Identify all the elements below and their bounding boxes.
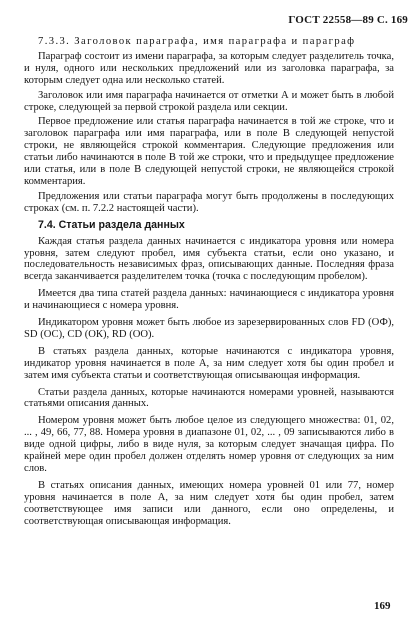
paragraph: Каждая статья раздела данных начинается с индикатора уровня или номера уровня, затем следуют пробел, имя субъекта статьи, если оно указано, и последовательность независимых фраз, описывающих данные. Последняя фраза всегда заканчивается разделителем точка (точка с последующим пробелом). (24, 235, 394, 283)
paragraph: В статьях раздела данных, которые начинаются с индикатора уровня, индикатор уровня начинается в поле А, за ним следует хотя бы один пробел и затем имя субъекта статьи и соответствующая описывающая информация. (24, 345, 394, 381)
paragraph: В статьях описания данных, имеющих номера уровней 01 или 77, номер уровня начинается в поле А, за ним следует хотя бы один пробел, затем соответствующее имя записи или данного, если оно определены, и соответствующая описывающая информация. (24, 479, 394, 527)
paragraph: Заголовок или имя параграфа начинается от отметки А и может быть в любой строке, следующей за первой строкой раздела или секции. (24, 89, 394, 113)
paragraph: Индикатором уровня может быть любое из зарезервированных слов FD (ОФ), SD (ОС), CD (ОК), RD (ОО). (24, 317, 394, 340)
paragraph: Статьи раздела данных, которые начинаются номерами уровней, называются статьями описания данных. (24, 386, 394, 410)
paragraph: Имеется два типа статей раздела данных: начинающиеся с индикатора уровня и начинающиеся с номера уровня. (24, 288, 394, 312)
paragraph: Параграф состоит из имени параграфа, за которым следует разделитель точка, и нуля, одного или нескольких предложений или из заголовка параграфа, за которым следует одна или несколько статей. (24, 50, 394, 86)
paragraph: Номером уровня может быть любое целое из следующего множества: 01, 02, ... , 49, 66, 77, 88. Номера уровня в диапазоне 01, 02, ... , 09 записываются либо в виде одной цифры, либо в виде нуля, за которым следует значащая цифра. По крайней мере один пробел должен отделять номер уровня от следующих за ним слов. (24, 415, 394, 474)
paragraph: Первое предложение или статья параграфа начинается в той же строке, что и заголовок параграфа или имя параграфа, или в поле В следующей непустой строки, не являющейся строкой комментария. Следующие предложения или статьи либо начинаются в поле В той же строки, что и предыдущее предложение или статья, или в поле В следующей непустой строки, не являющейся строкой комментария. (24, 116, 394, 187)
page-body (24, 36, 394, 528)
section-7-4-heading: 7.4. Статьи раздела данных (38, 218, 185, 231)
section-7-3-3-heading: 7.3.3. Заголовок параграфа, имя параграфа и параграф (38, 36, 356, 47)
paragraph: Предложения или статьи параграфа могут быть продолжены в последующих строках (см. п. 7.2.2 настоящей части). (24, 190, 394, 214)
running-header: ГОСТ 22558—89 С. 169 (288, 14, 408, 26)
page-number: 169 (374, 600, 391, 612)
